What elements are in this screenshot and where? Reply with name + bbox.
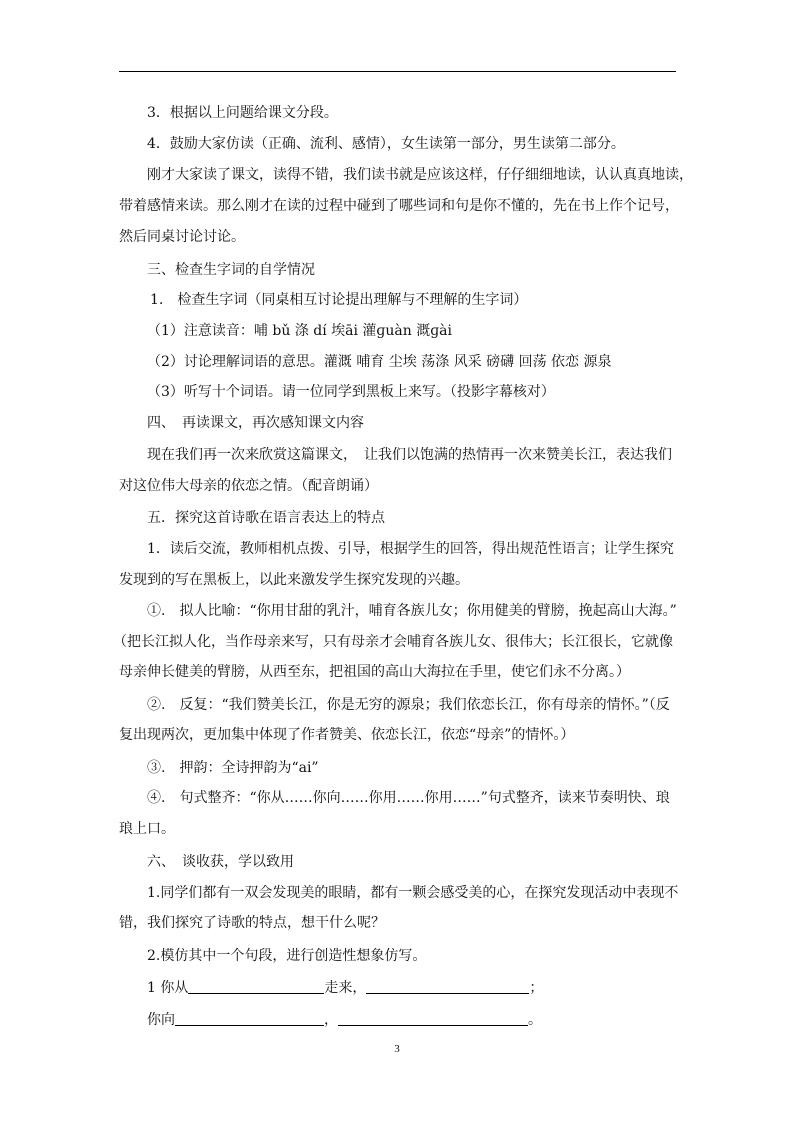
paragraph-line: 刚才大家读了课文，读得不错，我们读书就是应该这样，仔仔细细地读，认认真真地读， bbox=[147, 167, 693, 183]
paragraph-line: （1）注意读音：哺 bǔ 涤 dí 埃āi 灌ɡuàn 溉ɡài bbox=[147, 323, 452, 339]
paragraph-line: （2）讨论理解词语的意思。灌溉 哺育 尘埃 荡涤 风采 磅礴 回荡 依恋 源泉 bbox=[147, 354, 612, 370]
paragraph-line: 母亲伸长健美的臂膀，从西至东，把祖国的高山大海拉在手里，使它们永不分离。） bbox=[119, 664, 630, 680]
fill-in-line bbox=[147, 1010, 717, 1030]
paragraph-line: 现在我们再一次来欣赏这篇课文， 让我们以饱满的热情再一次来赞美长江，表达我们 bbox=[147, 447, 672, 463]
paragraph-line: 3．根据以上问题给课文分段。 bbox=[147, 105, 338, 121]
blank-field[interactable] bbox=[188, 979, 324, 994]
fill-prefix: 你向 bbox=[147, 1012, 175, 1028]
paragraph-line: 琅上口。 bbox=[119, 821, 175, 837]
fill-end: ； bbox=[529, 980, 544, 996]
header-rule bbox=[119, 71, 676, 72]
fill-middle: ， bbox=[324, 1012, 338, 1028]
blank-field[interactable] bbox=[175, 1011, 324, 1026]
section-heading: 四、 再读课文，再次感知课文内容 bbox=[147, 415, 364, 431]
paragraph-line: 4．鼓励大家仿读（正确、流利、感情），女生读第一部分，男生读第二部分。 bbox=[147, 136, 625, 152]
fill-middle: 走来， bbox=[324, 980, 367, 996]
paragraph-line: ④. 句式整齐：“你从……你向……你用……你用……”句式整齐，读来节奏明快、琅 bbox=[147, 790, 670, 806]
section-heading: 六、 谈收获，学以致用 bbox=[147, 854, 294, 870]
paragraph-line: 2.模仿其中一个句段，进行创造性想象仿写。 bbox=[147, 948, 427, 964]
fill-end: 。 bbox=[528, 1012, 542, 1028]
paragraph-line: 然后同桌讨论讨论。 bbox=[119, 229, 245, 245]
paragraph-line: 对这位伟大母亲的依恋之情。（配音朗诵） bbox=[119, 478, 378, 494]
blank-field[interactable] bbox=[366, 979, 529, 994]
page-number: 3 bbox=[394, 1043, 400, 1055]
section-heading: 三、检查生字词的自学情况 bbox=[147, 262, 315, 278]
paragraph-line: 复出现两次，更加集中体现了作者赞美、依恋长江，依恋“母亲”的情怀。） bbox=[119, 727, 575, 743]
paragraph-line: 1.同学们都有一双会发现美的眼睛，都有一颗会感受美的心，在探究发现活动中表现不 bbox=[147, 885, 679, 901]
fill-prefix: 1 你从 bbox=[147, 980, 189, 996]
paragraph-line: （3）听写十个词语。请一位同学到黑板上来写。（投影字幕核对） bbox=[147, 384, 555, 400]
section-heading: 五．探究这首诗歌在语言表达上的特点 bbox=[147, 510, 385, 526]
paragraph-line: （把长江拟人化，当作母亲来写，只有母亲才会哺育各族儿女、很伟大；长江很长，它就像 bbox=[113, 634, 673, 650]
paragraph-line: 1. 检查生字词（同桌相互讨论提出理解与不理解的生字词） bbox=[150, 292, 528, 308]
blank-field[interactable] bbox=[338, 1011, 528, 1026]
fill-in-line bbox=[147, 978, 717, 998]
paragraph-line: 错，我们探究了诗歌的特点，想干什么呢？ bbox=[119, 915, 385, 931]
paragraph-line: ②. 反复：“我们赞美长江，你是无穷的源泉；我们依恋长江，你有母亲的情怀。”（反 bbox=[147, 697, 670, 713]
paragraph-line: ①. 拟人比喻：“你用甘甜的乳汁，哺育各族儿女；你用健美的臂膀，挽起高山大海。” bbox=[147, 603, 677, 619]
paragraph-line: 带着感情来读。那么刚才在读的过程中碰到了哪些词和句是你不懂的，先在书上作个记号， bbox=[119, 198, 679, 214]
paragraph-line: ③. 押韵：全诗押韵为“ai” bbox=[147, 760, 319, 776]
paragraph-line: 发现到的写在黑板上，以此来激发学生探究发现的兴趣。 bbox=[119, 572, 469, 588]
paragraph-line: 1．读后交流，教师相机点拨、引导，根据学生的回答，得出规范性语言；让学生探究 bbox=[147, 541, 674, 557]
